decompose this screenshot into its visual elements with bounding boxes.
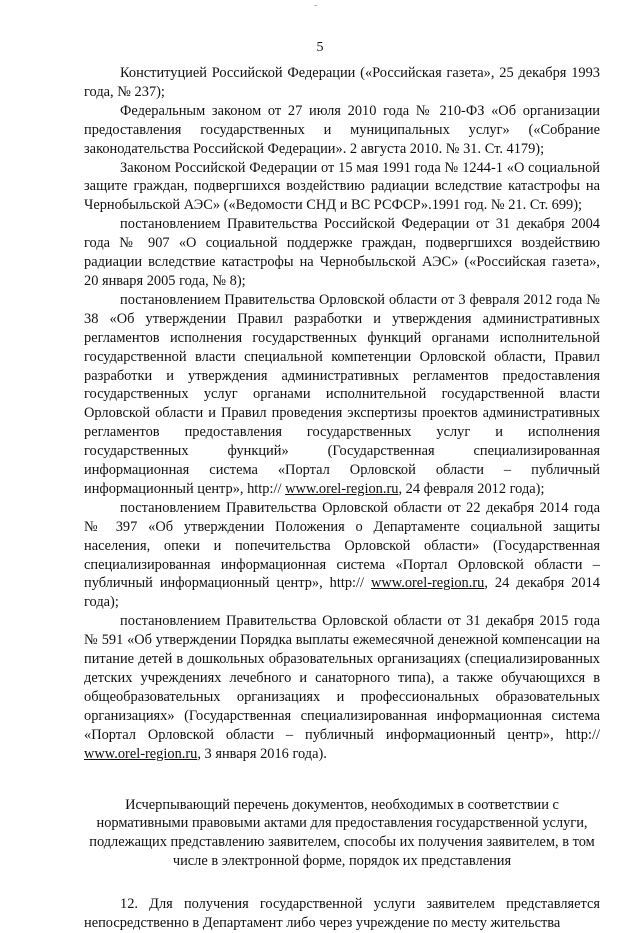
paragraph-law-1244: Законом Российской Федерации от 15 мая 1991 года № 1244-1 «О социальной защите граждан, подвергшихся воздействию радиации вследствие катастрофы на Чернобыльской АЭС» («Ведомости СНД и ВС РСФСР».1991 год. № 21. Ст. 699); bbox=[84, 159, 600, 214]
paragraph-resolution-591: постановлением Правительства Орловской области от 31 декабря 2015 года № 591 «Об утверждении Порядка выплаты ежемесячной денежной компенсации на питание детей в дошкольных образовательных организациях (специализированных детских учреждениях лечебного и санаторного типа), а также обучающихся в общеобразовательных организациях и профессиональных образовательных организациях» (Государственная специализированная информационная система «Портал Орловской области – публичный информационный центр», http:// www.orel-region.ru, 3 января 2016 года). bbox=[84, 613, 600, 762]
paragraph-resolution-907: постановлением Правительства Российской Федерации от 31 декабря 2004 года № 907 «О социальной поддержке граждан, подвергшихся воздействию радиации вследствие катастрофы на Чернобыльской АЭС» («Российская газета», 20 января 2005 года, № 8); bbox=[84, 216, 600, 289]
paragraph-item-12: 12. Для получения государственной услуги заявителем представляется непосредственно в Департамент либо через учреждение по месту жительства bbox=[84, 896, 600, 932]
paragraph-constitution: Конституцией Российской Федерации («Российская газета», 25 декабря 1993 года, № 237); bbox=[84, 65, 600, 100]
page-top-mark: - bbox=[314, 0, 318, 11]
document-body bbox=[84, 64, 600, 933]
paragraph-resolution-397: постановлением Правительства Орловской области от 22 декабря 2014 года № 397 «Об утверждении Положения о Департаменте социальной защиты населения, опеки и попечительства Орловской области» (Государственная специализированная информационная система «Портал Орловской области – публичный информационный центр», http:// www.orel-region.ru, 24 декабря 2014 года); bbox=[84, 499, 600, 611]
portal-link[interactable]: www.orel-region.ru bbox=[370, 575, 485, 592]
portal-link[interactable]: www.orel-region.ru bbox=[84, 745, 198, 762]
page-number: 5 bbox=[316, 40, 324, 55]
section-heading: Исчерпывающий перечень документов, необходимых в соответствии с нормативными правовыми актами для предоставления государственной услуги, подлежащих представлению заявителем, способы их получения заявителем, в том числе в электронной форме, порядок их представления bbox=[89, 796, 595, 870]
paragraph-resolution-38: постановлением Правительства Орловской области от 3 февраля 2012 года № 38 «Об утверждении Правил разработки и утверждения административных регламентов исполнения государственных функций органами исполнительной государственной власти специальной компетенции Орловской области, Правил разработки и утверждения административных регламентов предоставления государственных услуг органами исполнительной государственной власти Орловской области и Правил проведения экспертизы проектов административных регламентов предоставления государственных услуг и исполнения государственных функций» (Государственная специализированная информационная система «Портал Орловской области – публичный информационный центр», http:// www.orel-region.ru, 24 февраля 2012 года); bbox=[84, 291, 600, 497]
paragraph-federal-law-210: Федеральным законом от 27 июля 2010 года № 210-ФЗ «Об организации предоставления государственных и муниципальных услуг» («Собрание законодательства Российской Федерации». 2 августа 2010. № 31. Ст. 4179); bbox=[84, 102, 600, 157]
portal-link[interactable]: www.orel-region.ru bbox=[285, 480, 399, 497]
